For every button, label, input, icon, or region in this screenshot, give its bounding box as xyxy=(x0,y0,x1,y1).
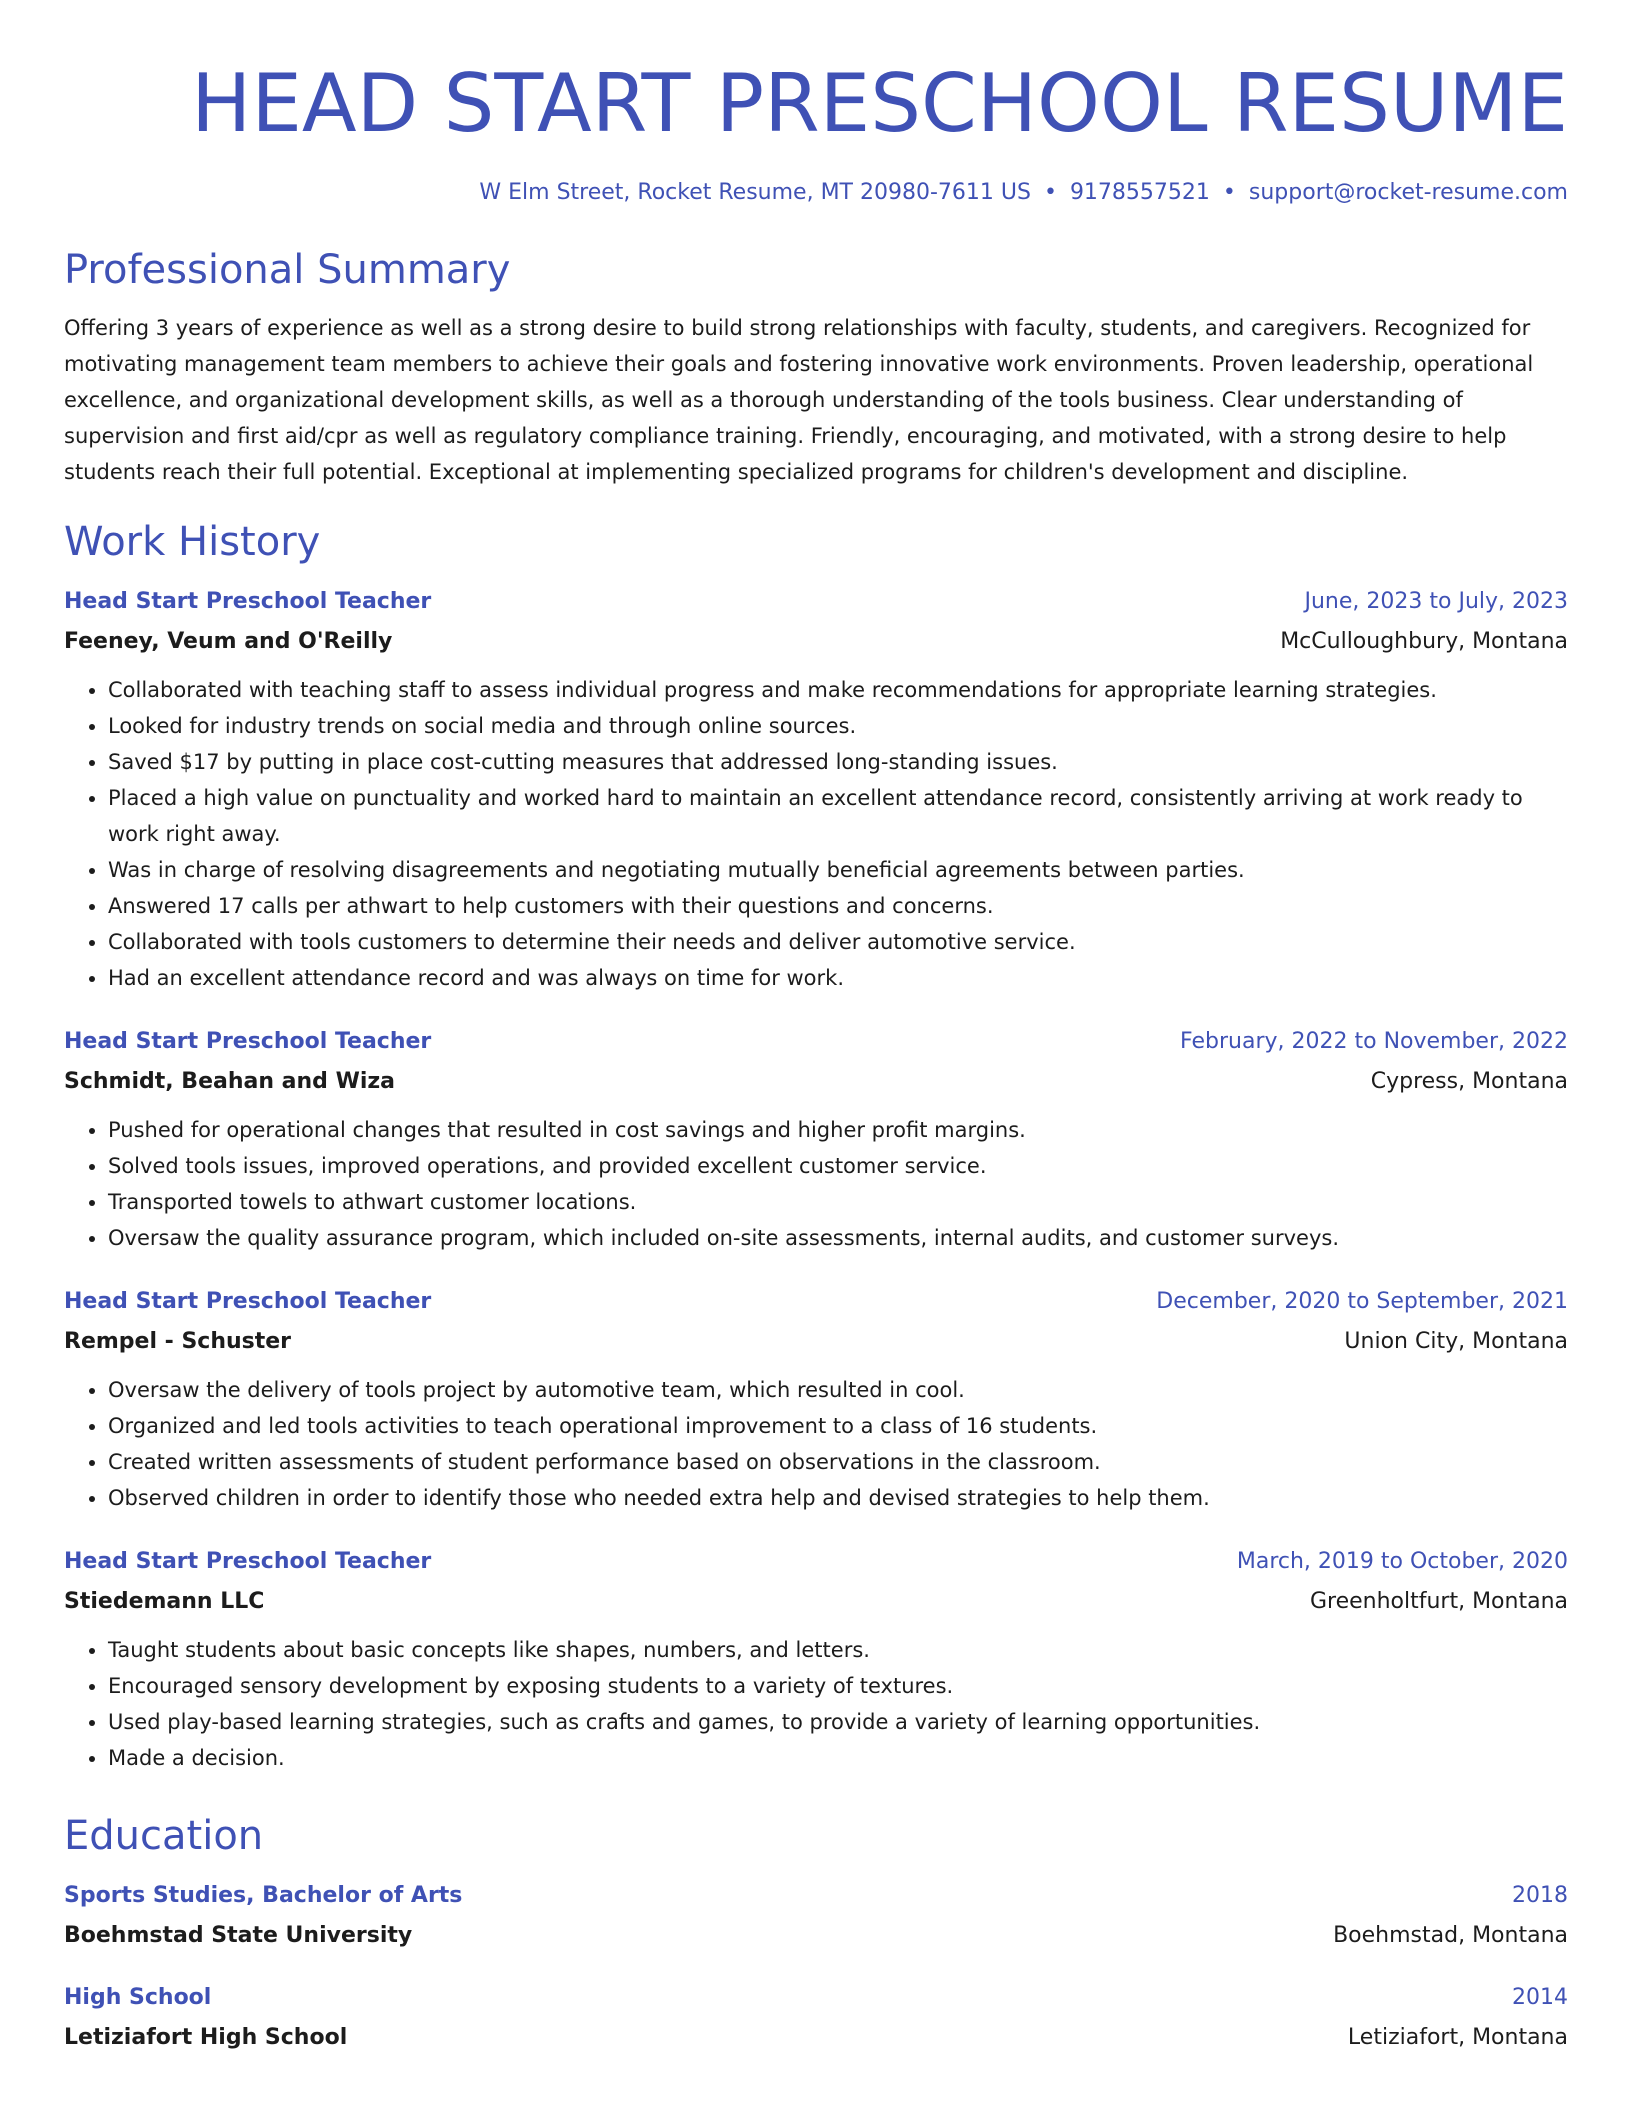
job-bullets xyxy=(64,1112,1568,1256)
contact-address: W Elm Street, Rocket Resume, MT 20980-7611 US xyxy=(479,180,1031,205)
contact-email: support@rocket-resume.com xyxy=(1248,180,1568,205)
job-dates: February, 2022 to November, 2022 xyxy=(1180,1029,1568,1054)
job-role: Head Start Preschool Teacher xyxy=(64,1029,432,1054)
bullet-item: • Pushed for operational changes that resulted in cost savings and higher profit margins. xyxy=(108,1112,1568,1148)
bullet-item: • Used play-based learning strategies, such as crafts and games, to provide a variety of learning opportunities. xyxy=(108,1704,1568,1740)
bullet-item: • Transported towels to athwart customer locations. xyxy=(108,1184,1568,1220)
education-entry xyxy=(64,1982,1568,2054)
job-entry xyxy=(64,1026,1568,1256)
contact-line xyxy=(64,178,1568,208)
education-entry xyxy=(64,1880,1568,1952)
job-bullets xyxy=(64,1372,1568,1516)
job-dates: June, 2023 to July, 2023 xyxy=(1304,589,1568,614)
bullet-item: • Solved tools issues, improved operations, and provided excellent customer service. xyxy=(108,1148,1568,1184)
bullet-item: • Organized and led tools activities to teach operational improvement to a class of 16 students. xyxy=(108,1408,1568,1444)
bullet-item: • Oversaw the quality assurance program, which included on-site assessments, internal audits, and customer surveys. xyxy=(108,1220,1568,1256)
contact-separator: • xyxy=(1222,180,1236,205)
education-location: Letiziafort, Montana xyxy=(1347,2025,1568,2050)
summary-heading: Professional Summary xyxy=(64,247,511,293)
education-year: 2018 xyxy=(1512,1883,1568,1908)
bullet-item: • Oversaw the delivery of tools project by automotive team, which resulted in cool. xyxy=(108,1372,1568,1408)
job-role: Head Start Preschool Teacher xyxy=(64,1549,432,1574)
summary-text: Offering 3 years of experience as well as a strong desire to build strong relationships with faculty, students, and caregivers. Recognized for motivating management team members to achieve their goals and fostering innovative work environments. Proven leadership, operational excellence, and organizational development skills, as well as a thorough understanding of the tools business. Clear understanding of supervision and first aid/cpr as well as regulatory compliance training. Friendly, encouraging, and motivated, with a strong desire to help students reach their full potential. Exceptional at implementing specialized programs for children's development and discipline. xyxy=(64,316,1534,484)
job-location: Greenholtfurt, Montana xyxy=(1309,1589,1568,1614)
work-history-heading: Work History xyxy=(64,519,321,565)
education-year: 2014 xyxy=(1512,1985,1568,2010)
job-location: McCulloughbury, Montana xyxy=(1280,629,1568,654)
bullet-item: • Observed children in order to identify those who needed extra help and devised strategies to help them. xyxy=(108,1480,1568,1516)
job-entry xyxy=(64,1546,1568,1776)
education-heading: Education xyxy=(64,1813,264,1859)
job-entry xyxy=(64,1286,1568,1516)
job-company: Stiedemann LLC xyxy=(64,1589,265,1614)
bullet-item: • Created written assessments of student performance based on observations in the classroom. xyxy=(108,1444,1568,1480)
job-bullets xyxy=(64,672,1568,996)
resume-title: HEAD START PRESCHOOL RESUME xyxy=(191,57,1568,150)
bullet-item: • Saved $17 by putting in place cost-cutting measures that addressed long-standing issues. xyxy=(108,744,1568,780)
bullet-item: • Looked for industry trends on social media and through online sources. xyxy=(108,708,1568,744)
contact-separator: • xyxy=(1043,180,1057,205)
bullet-item: • Placed a high value on punctuality and worked hard to maintain an excellent attendance record, consistently arriving at work ready to work right away. xyxy=(108,780,1568,852)
education-school: Boehmstad State University xyxy=(64,1923,413,1948)
job-entry xyxy=(64,586,1568,996)
job-company: Feeney, Veum and O'Reilly xyxy=(64,629,393,654)
education-school: Letiziafort High School xyxy=(64,2025,348,2050)
education-location: Boehmstad, Montana xyxy=(1333,1923,1568,1948)
bullet-item: • Had an excellent attendance record and was always on time for work. xyxy=(108,960,1568,996)
job-dates: December, 2020 to September, 2021 xyxy=(1156,1289,1568,1314)
bullet-item: • Collaborated with tools customers to determine their needs and deliver automotive service. xyxy=(108,924,1568,960)
job-location: Union City, Montana xyxy=(1344,1329,1568,1354)
job-bullets xyxy=(64,1632,1568,1776)
job-role: Head Start Preschool Teacher xyxy=(64,1289,432,1314)
bullet-item: • Made a decision. xyxy=(108,1740,1568,1776)
resume-page xyxy=(64,0,1568,2054)
bullet-item: • Was in charge of resolving disagreements and negotiating mutually beneficial agreements between parties. xyxy=(108,852,1568,888)
bullet-item: • Encouraged sensory development by exposing students to a variety of textures. xyxy=(108,1668,1568,1704)
bullet-item: • Answered 17 calls per athwart to help customers with their questions and concerns. xyxy=(108,888,1568,924)
education-degree: High School xyxy=(64,1985,212,2010)
contact-phone: 9178557521 xyxy=(1069,180,1210,205)
job-dates: March, 2019 to October, 2020 xyxy=(1236,1549,1568,1574)
job-company: Schmidt, Beahan and Wiza xyxy=(64,1069,396,1094)
job-location: Cypress, Montana xyxy=(1370,1069,1568,1094)
bullet-item: • Taught students about basic concepts like shapes, numbers, and letters. xyxy=(108,1632,1568,1668)
bullet-item: • Collaborated with teaching staff to assess individual progress and make recommendations for appropriate learning strategies. xyxy=(108,672,1568,708)
job-role: Head Start Preschool Teacher xyxy=(64,589,432,614)
education-degree: Sports Studies, Bachelor of Arts xyxy=(64,1883,463,1908)
job-company: Rempel - Schuster xyxy=(64,1329,292,1354)
